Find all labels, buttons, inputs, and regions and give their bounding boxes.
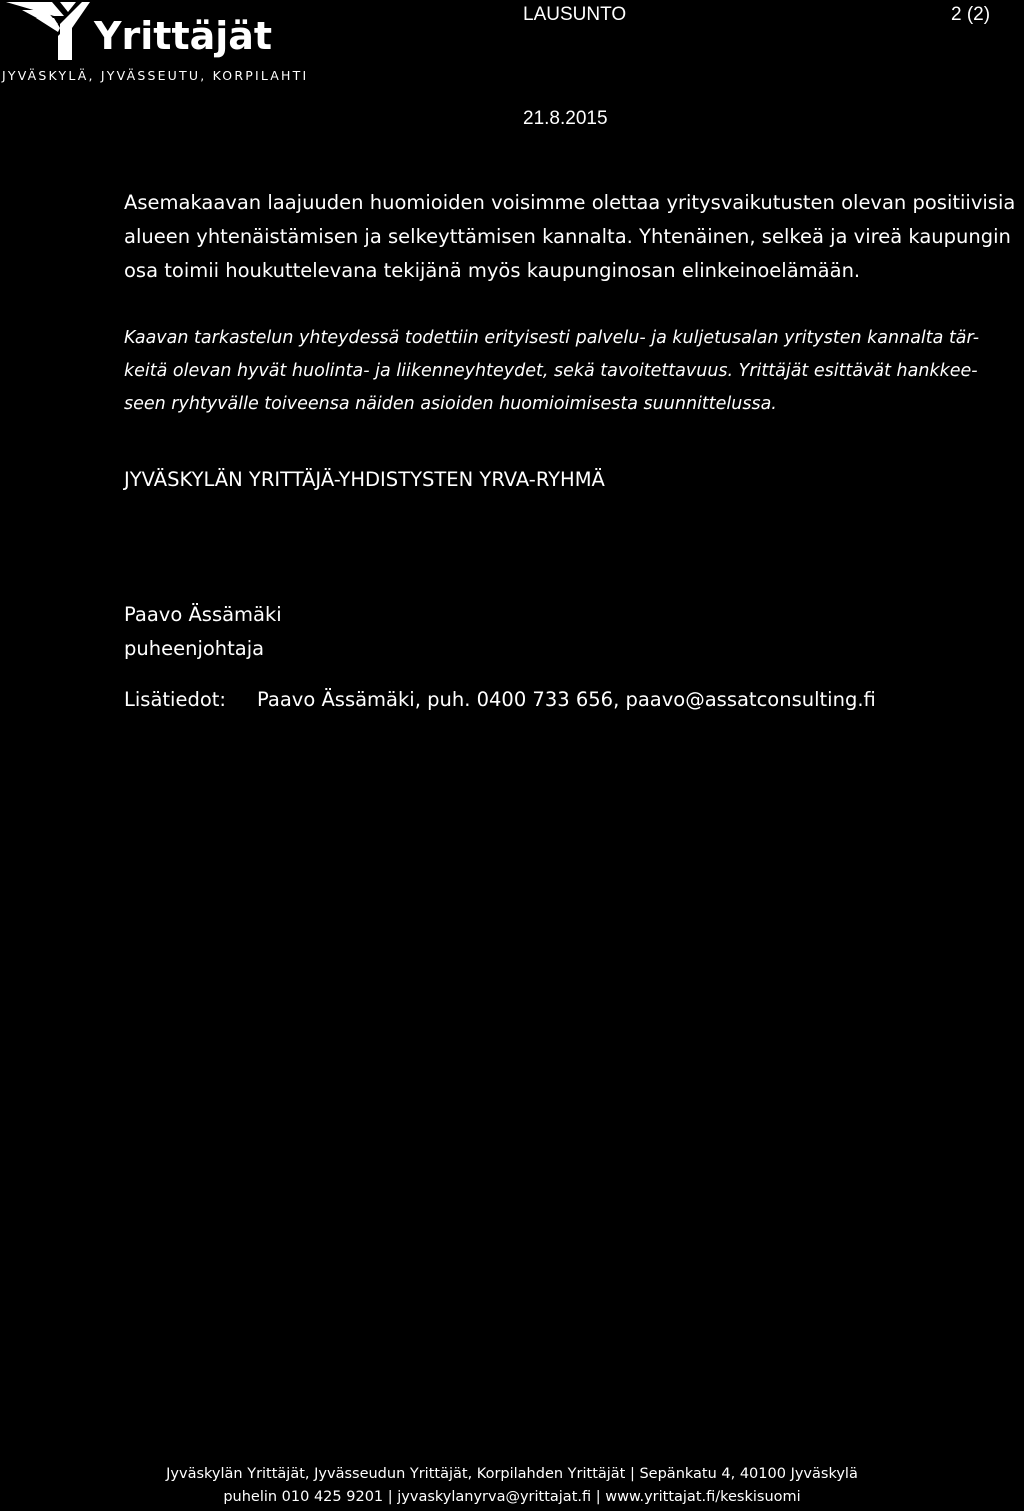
paragraph-line: Kaavan tarkastelun yhteydessä todettiin erityisesti palvelu- ja kuljetusalan yritysten kannalta tär- bbox=[124, 328, 980, 348]
yrittajat-logo bbox=[0, 0, 330, 90]
logo-subtitle: JYVÄSKYLÄ, JYVÄSSEUTU, KORPILAHTI bbox=[2, 68, 309, 83]
page-number: 2 (2) bbox=[951, 4, 991, 25]
signer-title: puheenjohtaja bbox=[124, 637, 265, 660]
paragraph-line: osa toimii houkuttelevana tekijänä myös kaupunginosan elinkeinoelämään. bbox=[124, 259, 861, 282]
signer-block bbox=[124, 598, 282, 666]
body-paragraph-2 bbox=[124, 322, 1024, 421]
footer-line-1: Jyväskylän Yrittäjät, Jyvässeudun Yrittäjät, Korpilahden Yrittäjät | Sepänkatu 4, 40100 Jyväskylä bbox=[166, 1466, 858, 1482]
signer-name: Paavo Ässämäki bbox=[124, 603, 282, 626]
paragraph-line: seen ryhtyvälle toiveensa näiden asioiden huomioimisesta suunnittelussa. bbox=[124, 394, 777, 414]
logo-wordmark: Yrittäjät bbox=[94, 14, 273, 58]
contact-label: Lisätiedot: bbox=[124, 688, 226, 711]
paragraph-line: Asemakaavan laajuuden huomioiden voisimme olettaa yritysvaikutusten olevan positiivisia bbox=[124, 191, 1016, 214]
footer-line-2: puhelin 010 425 9201 | jyvaskylanyrva@yrittajat.fi | www.yrittajat.fi/keskisuomi bbox=[223, 1489, 801, 1505]
document-type: LAUSUNTO bbox=[523, 4, 627, 25]
document-date: 21.8.2015 bbox=[523, 108, 608, 129]
organization-name: JYVÄSKYLÄN YRITTÄJÄ-YHDISTYSTEN YRVA-RYHMÄ bbox=[124, 468, 605, 491]
body-paragraph-1 bbox=[124, 186, 1024, 288]
yrittajat-emblem-icon bbox=[2, 2, 94, 64]
paragraph-line: alueen yhtenäistämisen ja selkeyttämisen kannalta. Yhtenäinen, selkeä ja vireä kaupungin bbox=[124, 225, 1011, 248]
contact-details: Paavo Ässämäki, puh. 0400 733 656, paavo@assatconsulting.fi bbox=[257, 688, 876, 711]
paragraph-line: keitä olevan hyvät huolinta- ja liikenneyhteydet, sekä tavoitettavuus. Yrittäjät esittävät hankkee- bbox=[124, 361, 978, 381]
